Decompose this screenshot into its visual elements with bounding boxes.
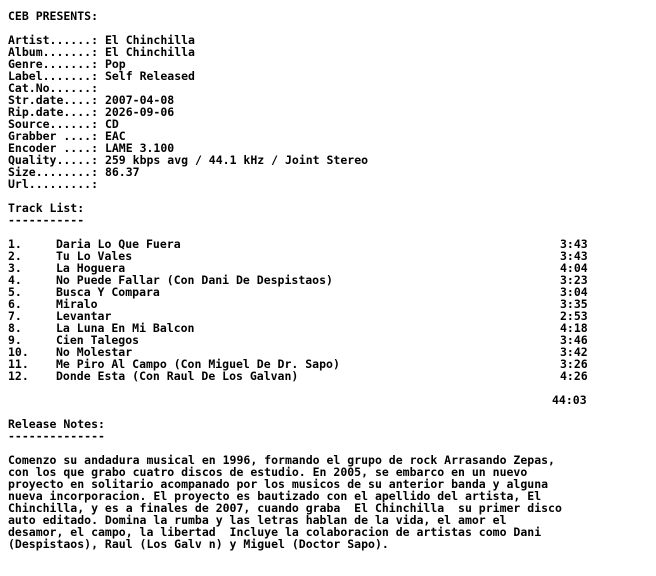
info-label: Encoder ....: [8, 141, 99, 155]
track-duration: 3:46 [560, 333, 588, 347]
info-label: Rip.date....: [8, 105, 99, 119]
info-value: EAC [104, 129, 126, 143]
info-value: CD [104, 117, 119, 131]
track-duration: 3:23 [560, 273, 588, 287]
info-value: El Chinchilla [104, 33, 195, 47]
track-title: Miralo [56, 297, 98, 311]
release-notes-underline: -------------- [8, 429, 105, 443]
track-number: 5. [8, 285, 22, 299]
track-duration: 3:43 [560, 237, 588, 251]
track-title: Donde Esta (Con Raul De Los Galvan) [56, 369, 299, 383]
info-label: Str.date....: [8, 93, 99, 107]
info-label: Url.........: [8, 177, 99, 191]
release-notes-text: Comenzo su andadura musical en 1996, formando el grupo de rock Arrasando Zepas, con los que grabo cuatro discos de estudio. En 2005, se embarco en un nuevo proyecto en solitario acompanado por los musicos de su anterior banda y alguna nueva incorporacion. El proyecto es bautizado con el apellido del artista, El Chinchilla, y es a finales de 2007, cuando graba El Chinchilla su primer disco auto editado. Domina la rumba y las letras hablan de la vida, el amor el desamor, el campo, la libertad Incluye la colaboracion de artistas como Dani (Despistaos), Raul (Los Galv n) y Miguel (Doctor Sapo). [8, 453, 562, 551]
track-duration: 3:42 [560, 345, 588, 359]
total-row [8, 394, 648, 406]
track-duration: 4:18 [560, 321, 588, 335]
info-value: Pop [104, 57, 126, 71]
track-number: 10. [8, 345, 29, 359]
info-label: Cat.No......: [8, 81, 99, 95]
release-notes-heading: Release Notes: [8, 417, 105, 431]
track-title: Busca Y Compara [56, 285, 160, 299]
info-value: El Chinchilla [104, 45, 195, 59]
info-value: Self Released [104, 69, 195, 83]
track-title: No Puede Fallar (Con Dani De Despistaos) [56, 273, 333, 287]
info-value: 2007-04-08 [104, 93, 175, 107]
tracklist-heading: Track List: [8, 201, 85, 215]
spacer [8, 190, 648, 202]
track-title: Cien Talegos [56, 333, 140, 347]
track-title: Daria Lo Que Fuera [56, 237, 181, 251]
info-label: Source......: [8, 117, 99, 131]
track-number: 6. [8, 297, 22, 311]
track-title: La Hoguera [56, 261, 126, 275]
tracklist-underline: ----------- [8, 213, 85, 227]
track-number: 7. [8, 309, 22, 323]
info-label: Album.......: [8, 45, 99, 59]
track-duration: 3:35 [560, 297, 588, 311]
total-duration: 44:03 [552, 393, 587, 407]
info-label: Quality.....: [8, 153, 99, 167]
track-title: Levantar [56, 309, 112, 323]
info-value: 2026-09-06 [104, 105, 175, 119]
info-label: Artist......: [8, 33, 99, 47]
track-duration: 3:04 [560, 285, 588, 299]
info-value: 86.37 [104, 165, 140, 179]
track-duration: 3:43 [560, 249, 588, 263]
info-value: 259 kbps avg / 44.1 kHz / Joint Stereo [104, 153, 369, 167]
track-row [8, 286, 648, 298]
info-label: Grabber ....: [8, 129, 99, 143]
info-block [8, 34, 648, 190]
nfo-document [8, 10, 648, 550]
track-duration: 3:26 [560, 357, 588, 371]
track-title: Me Piro Al Campo (Con Miguel De Dr. Sapo) [56, 357, 340, 371]
track-duration: 4:26 [560, 369, 588, 383]
info-label: Genre.......: [8, 57, 99, 71]
info-label: Size........: [8, 165, 99, 179]
track-number: 12. [8, 369, 29, 383]
track-title: Tu Lo Vales [56, 249, 133, 263]
track-title: La Luna En Mi Balcon [56, 321, 195, 335]
track-number: 4. [8, 273, 22, 287]
track-row [8, 370, 648, 382]
track-number: 8. [8, 321, 22, 335]
track-number: 9. [8, 333, 22, 347]
track-number: 3. [8, 261, 22, 275]
track-number: 1. [8, 237, 22, 251]
track-duration: 4:04 [560, 261, 588, 275]
track-list [8, 238, 648, 382]
track-number: 2. [8, 249, 22, 263]
info-value: LAME 3.100 [104, 141, 175, 155]
info-label: Label.......: [8, 69, 99, 83]
track-title: No Molestar [56, 345, 133, 359]
presents-header: CEB PRESENTS: [8, 9, 99, 23]
track-number: 11. [8, 357, 29, 371]
track-duration: 2:53 [560, 309, 588, 323]
info-url [8, 178, 648, 190]
